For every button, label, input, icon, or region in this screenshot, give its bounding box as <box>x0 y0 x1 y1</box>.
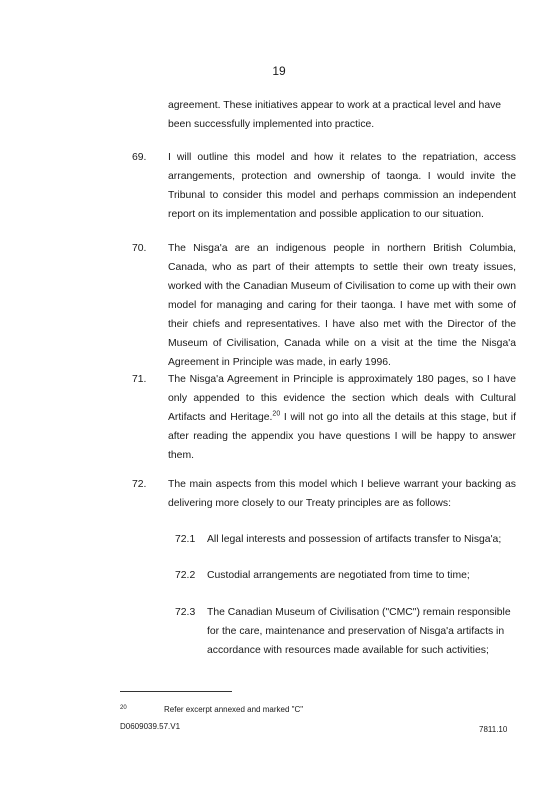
paragraph-text: The Nisga'a are an indigenous people in northern British Columbia, Canada, who as part of their attempts to settle their own treaty issues, worked with the Canadian Museum of Civilisation to come up with their own model for managing and caring for their taonga. I have met with some of their chiefs and representatives. I have also met with the Director of the Museum of Civilisation, Canada while on a visit at the time the Nisga'a Agreement in Principle was made, in early 1996. <box>168 243 516 368</box>
subparagraph-number: 72.3 <box>175 607 196 618</box>
subparagraph-text: All legal interests and possession of artifacts transfer to Nisga'a; <box>207 534 502 545</box>
paragraph-number: 70. <box>132 243 147 254</box>
paragraph-text: The main aspects from this model which I believe warrant your backing as delivering more closely to our Treaty principles are as follows: <box>168 479 516 509</box>
document-id: D0609039.57.V1 <box>120 722 181 731</box>
footnote-text: Refer excerpt annexed and marked "C" <box>164 705 304 714</box>
document-reference: 7811.10 <box>479 725 508 734</box>
continuation-text: agreement. These initiatives appear to work at a practical level and have been successfully implemented into practice. <box>168 100 502 130</box>
paragraph-number: 72. <box>132 479 147 490</box>
subparagraph-text: The Canadian Museum of Civilisation ("CMC") remain responsible for the care, maintenance and preservation of Nisga'a artifacts in accordance with resources made available for such activities; <box>207 607 511 656</box>
paragraph-number: 71. <box>132 374 147 385</box>
paragraph-number: 69. <box>132 152 147 163</box>
subparagraph-number: 72.1 <box>175 534 196 545</box>
footnote-number: 20 <box>120 705 127 711</box>
paragraph-text-part: I will not go into all the details at this stage, but if after reading the appendix you have questions I will be happy to answer them. <box>168 412 516 461</box>
paragraph-text-part: The Nisga'a Agreement in Principle is approximately 180 pages, so I have only appended to this evidence the section which deals with Cultural Artifacts and Heritage. <box>168 374 516 423</box>
paragraph-text <box>168 370 516 465</box>
footnote-divider <box>120 691 232 692</box>
page-number: 19 <box>272 64 286 78</box>
footnote-reference: 20 <box>272 410 281 418</box>
subparagraph-number: 72.2 <box>175 570 196 581</box>
subparagraph-text: Custodial arrangements are negotiated from time to time; <box>207 570 470 581</box>
paragraph-text: I will outline this model and how it relates to the repatriation, access arrangements, protection and ownership of taonga. I would invite the Tribunal to consider this model and perhaps commission an independent report on its implementation and possible application to our situation. <box>168 152 516 220</box>
